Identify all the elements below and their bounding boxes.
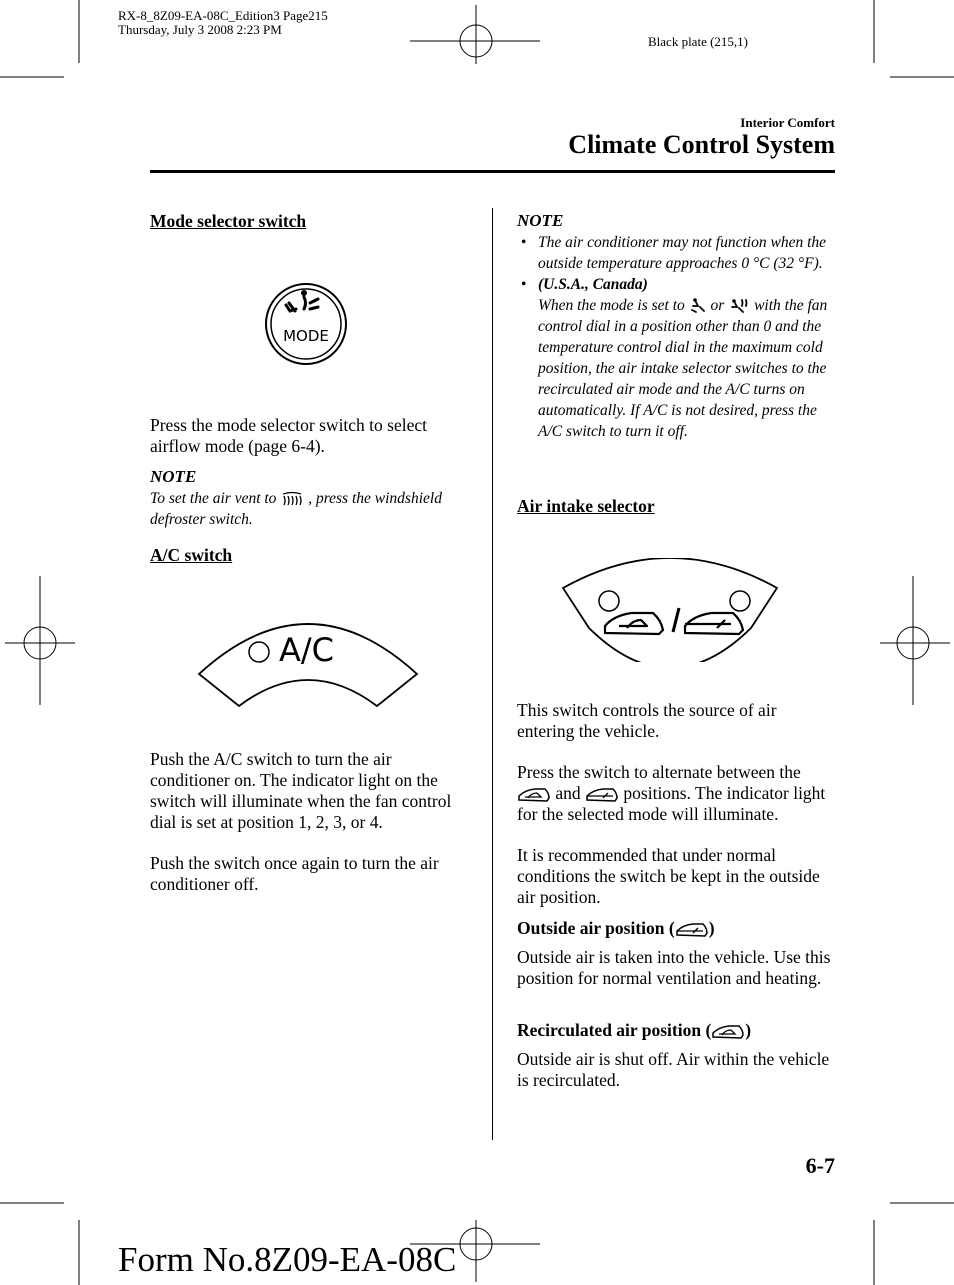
right-note-label: NOTE [517, 211, 564, 230]
ac-button-illustration [197, 614, 419, 710]
recirculated-air-heading [517, 1020, 751, 1041]
page-title: Climate Control System [568, 130, 835, 159]
ac-switch-heading: A/C switch [150, 545, 233, 565]
outside-air-heading [517, 918, 715, 939]
form-number: Form No.8Z09-EA-08C [118, 1240, 457, 1279]
mode-button-illustration [264, 281, 354, 371]
outside-air-text: Outside air is taken into the vehicle. Use this position for normal ventilation and heating. [517, 947, 831, 988]
air-intake-illustration [561, 558, 779, 662]
intake-paragraph-2 [517, 762, 839, 825]
left-note-text [150, 488, 475, 530]
outside-air-heading-post: ) [708, 918, 715, 938]
recirculated-air-heading-pre: Recirculated air position ( [517, 1020, 712, 1040]
outside-air-icon [585, 786, 619, 804]
ac-paragraph-2: Push the switch once again to turn the air conditioner off. [150, 853, 439, 894]
ac-label: A/C [279, 631, 335, 669]
floor-defrost-mode-icon [728, 298, 750, 314]
print-meta-line2: Thursday, July 3 2008 2:23 PM [118, 22, 282, 37]
ac-indicator-light [249, 642, 269, 662]
intake-paragraph-2-pre: Press the switch to alternate between the [517, 762, 801, 782]
note-bullet-1: • The air conditioner may not function when the outside temperature approaches 0 °C (32 °F). [517, 232, 835, 274]
recirc-air-icon [517, 786, 551, 804]
left-note-post: , press the windshield defroster switch. [150, 490, 442, 528]
note-bullet-2-post: with the fan control dial in a position other than 0 and the temperature control dial in the maximum cold position, the air intake selector switches to the recirculated air mode and the A/C turns on automatically. If A/C is not desired, press the A/C switch to turn it off. [538, 297, 828, 440]
print-meta-line1: RX-8_8Z09-EA-08C_Edition3 Page215 [118, 8, 328, 23]
left-note-label: NOTE [150, 467, 197, 486]
ac-paragraph-1: Push the A/C switch to turn the air conditioner on. The indicator light on the switch will illuminate when the fan control dial is set at position 1, 2, 3, or 4. [150, 749, 452, 832]
recirculated-air-heading-post: ) [745, 1020, 752, 1040]
note-bullet-2-head: (U.S.A., Canada) [538, 276, 648, 293]
page-number: 6-7 [805, 1153, 835, 1178]
right-note-list [517, 232, 835, 442]
intake-paragraph-2-post: positions. The indicator light for the selected mode will illuminate. [517, 783, 826, 824]
note-bullet-2-pre: When the mode is set to [538, 297, 685, 314]
recirculated-air-heading-icon [711, 1023, 745, 1041]
section-label: Interior Comfort [740, 115, 835, 130]
vent-face-icon [280, 491, 304, 507]
floor-mode-icon [689, 298, 707, 314]
intake-paragraph-3: It is recommended that under normal conditions the switch be kept in the outside air position. [517, 845, 820, 907]
column-divider [492, 208, 493, 1140]
header-rule [150, 170, 835, 173]
left-note-pre: To set the air vent to [150, 490, 277, 507]
mode-description: Press the mode selector switch to select airflow mode (page 6-4). [150, 415, 428, 456]
note-bullet-2-or: or [710, 297, 725, 314]
mode-selector-heading: Mode selector switch [150, 211, 307, 231]
intake-paragraph-1: This switch controls the source of air entering the vehicle. [517, 700, 777, 741]
recirc-indicator-light [599, 591, 619, 611]
outside-air-heading-icon [675, 921, 709, 939]
recirculated-air-text: Outside air is shut off. Air within the vehicle is recirculated. [517, 1049, 830, 1090]
print-plate: Black plate (215,1) [648, 34, 748, 49]
intake-paragraph-2-and: and [555, 783, 581, 803]
mode-label: MODE [283, 327, 329, 345]
outside-indicator-light [730, 591, 750, 611]
outside-air-heading-pre: Outside air position ( [517, 918, 675, 938]
air-intake-heading: Air intake selector [517, 496, 655, 516]
note-bullet-2 [517, 274, 835, 442]
